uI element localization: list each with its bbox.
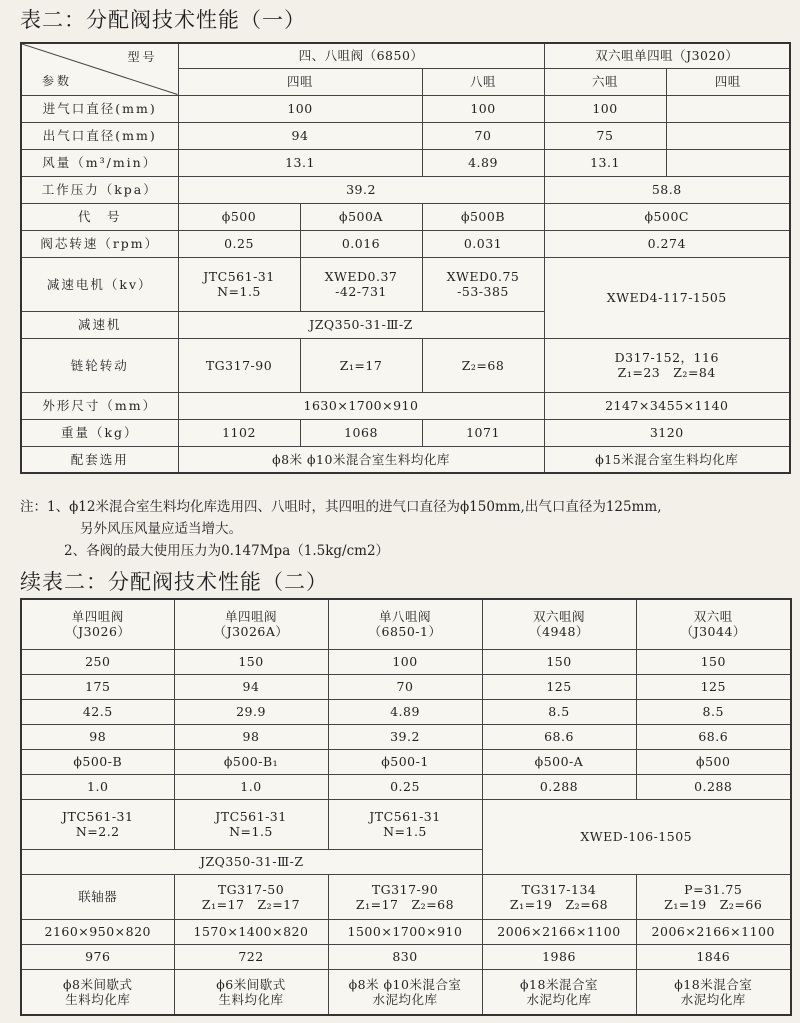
cell xyxy=(666,95,790,122)
cell: 1.0 xyxy=(21,774,174,799)
cell: 70 xyxy=(422,122,544,149)
cell: 8.5 xyxy=(636,699,791,724)
table2-title: 续表二：分配阀技术性能（二） xyxy=(20,570,328,594)
cell: 13.1 xyxy=(544,149,666,176)
column-header: 单四咀阀 （J3026） xyxy=(21,599,174,649)
corner-header-cell xyxy=(21,43,178,95)
cell: 29.9 xyxy=(174,699,328,724)
table-row xyxy=(21,969,791,1015)
sub-header-6: 六咀 xyxy=(544,68,666,95)
cell: ϕ500B xyxy=(422,203,544,230)
corner-model-label: 型号 xyxy=(127,50,158,64)
row-label: 链轮转动 xyxy=(21,338,178,392)
cell: JZQ350-31-Ⅲ-Z xyxy=(178,311,544,338)
table-row xyxy=(21,338,790,392)
cell: 150 xyxy=(636,649,791,674)
table-row xyxy=(21,724,791,749)
cell: XWED0.75 -53-385 xyxy=(422,257,544,311)
cell xyxy=(666,149,790,176)
cell: TG317-90 xyxy=(178,338,300,392)
cell: 39.2 xyxy=(178,176,544,203)
cell: 100 xyxy=(544,95,666,122)
table-row xyxy=(21,774,791,799)
table-row xyxy=(21,919,791,944)
table-row xyxy=(21,419,790,446)
cell: ϕ15米混合室生料均化库 xyxy=(544,446,790,473)
corner-param-label: 参数 xyxy=(42,74,73,89)
column-header: 单四咀阀 （J3026A） xyxy=(174,599,328,649)
cell: ϕ18米混合室 水泥均化库 xyxy=(636,969,791,1015)
cell: TG317-50 Z₁=17 Z₂=17 xyxy=(174,874,328,919)
cell: 1630×1700×910 xyxy=(178,392,544,419)
cell: 2160×950×820 xyxy=(21,919,174,944)
cell: ϕ500A xyxy=(300,203,422,230)
cell: 100 xyxy=(422,95,544,122)
cell: 0.288 xyxy=(636,774,791,799)
cell: 1102 xyxy=(178,419,300,446)
cell: 联轴器 xyxy=(21,874,174,919)
cell: 2147×3455×1140 xyxy=(544,392,790,419)
cell: 1071 xyxy=(422,419,544,446)
cell: Z₁=17 xyxy=(300,338,422,392)
group-header-j3020: 双六咀单四咀（J3020） xyxy=(544,43,790,68)
cell: 0.016 xyxy=(300,230,422,257)
cell: 1570×1400×820 xyxy=(174,919,328,944)
cell: 68.6 xyxy=(636,724,791,749)
cell: 75 xyxy=(544,122,666,149)
cell: 0.031 xyxy=(422,230,544,257)
table-row xyxy=(21,699,791,724)
cell: D317-152，116 Z₁=23 Z₂=84 xyxy=(544,338,790,392)
cell: XWED0.37 -42-731 xyxy=(300,257,422,311)
table-row xyxy=(21,446,790,473)
table-notes xyxy=(20,496,795,562)
cell: P=31.75 Z₁=19 Z₂=66 xyxy=(636,874,791,919)
cell: TG317-90 Z₁=17 Z₂=68 xyxy=(328,874,482,919)
cell: 0.25 xyxy=(328,774,482,799)
table-row xyxy=(21,392,790,419)
cell: 68.6 xyxy=(482,724,636,749)
cell: 1500×1700×910 xyxy=(328,919,482,944)
cell: JTC561-31 N=1.5 xyxy=(174,799,328,849)
cell: XWED-106-1505 xyxy=(482,799,791,874)
table1-title: 表二：分配阀技术性能（一） xyxy=(20,8,306,32)
cell: 8.5 xyxy=(482,699,636,724)
note-line-2: 另外风压风量应适当增大。 xyxy=(80,521,242,537)
cell: 150 xyxy=(174,649,328,674)
table-row xyxy=(21,649,791,674)
cell: ϕ500-B xyxy=(21,749,174,774)
sub-header-4b: 四咀 xyxy=(666,68,790,95)
table-row xyxy=(21,674,791,699)
cell: 100 xyxy=(328,649,482,674)
cell: 39.2 xyxy=(328,724,482,749)
table-row xyxy=(21,176,790,203)
table-row xyxy=(21,149,790,176)
row-label: 外形尺寸（mm） xyxy=(21,392,178,419)
table-row xyxy=(21,203,790,230)
cell: 100 xyxy=(178,95,422,122)
cell: ϕ8米 ϕ10米混合室生料均化库 xyxy=(178,446,544,473)
cell: 150 xyxy=(482,649,636,674)
column-header: 双六咀 （J3044） xyxy=(636,599,791,649)
cell: ϕ500C xyxy=(544,203,790,230)
column-header: 双六咀阀 （4948） xyxy=(482,599,636,649)
cell: JTC561-31 N=1.5 xyxy=(328,799,482,849)
cell xyxy=(666,122,790,149)
cell: 830 xyxy=(328,944,482,969)
cell: 125 xyxy=(636,674,791,699)
row-label: 减速机 xyxy=(21,311,178,338)
cell: JTC561-31 N=2.2 xyxy=(21,799,174,849)
cell: ϕ8米 ϕ10米混合室 水泥均化库 xyxy=(328,969,482,1015)
cell: 4.89 xyxy=(422,149,544,176)
row-label: 风量（m³/min） xyxy=(21,149,178,176)
group-header-6850: 四、八咀阀（6850） xyxy=(178,43,544,68)
row-label: 配套选用 xyxy=(21,446,178,473)
cell: 0.274 xyxy=(544,230,790,257)
row-label: 阀芯转速（rpm） xyxy=(21,230,178,257)
table1-valve-performance xyxy=(20,42,791,474)
cell: ϕ8米间歇式 生料均化库 xyxy=(21,969,174,1015)
table-row xyxy=(21,799,791,849)
cell: ϕ500-B₁ xyxy=(174,749,328,774)
cell: ϕ6米间歇式 生料均化库 xyxy=(174,969,328,1015)
row-label: 重量（kg） xyxy=(21,419,178,446)
table-row xyxy=(21,944,791,969)
table-row xyxy=(21,95,790,122)
sub-header-8: 八咀 xyxy=(422,68,544,95)
row-label: 代 号 xyxy=(21,203,178,230)
row-label: 减速电机（kv） xyxy=(21,257,178,311)
cell: 94 xyxy=(174,674,328,699)
cell: 1068 xyxy=(300,419,422,446)
cell: 1986 xyxy=(482,944,636,969)
table-row xyxy=(21,257,790,311)
table-row xyxy=(21,874,791,919)
note-line-3: 2、各阀的最大使用压力为0.147Mpa（1.5kg/cm2） xyxy=(64,543,390,559)
cell: 1.0 xyxy=(174,774,328,799)
cell: 94 xyxy=(178,122,422,149)
row-label: 出气口直径(mm) xyxy=(21,122,178,149)
cell: 2006×2166×1100 xyxy=(636,919,791,944)
cell: ϕ500 xyxy=(178,203,300,230)
cell: 58.8 xyxy=(544,176,790,203)
cell: 125 xyxy=(482,674,636,699)
cell: ϕ500-1 xyxy=(328,749,482,774)
table2-valve-performance xyxy=(20,598,792,1016)
cell: ϕ18米混合室 水泥均化库 xyxy=(482,969,636,1015)
cell: 98 xyxy=(21,724,174,749)
cell: 4.89 xyxy=(328,699,482,724)
cell: 3120 xyxy=(544,419,790,446)
sub-header-4: 四咀 xyxy=(178,68,422,95)
cell: 722 xyxy=(174,944,328,969)
table-row xyxy=(21,749,791,774)
cell: ϕ500 xyxy=(636,749,791,774)
cell: 42.5 xyxy=(21,699,174,724)
cell: ϕ500-A xyxy=(482,749,636,774)
cell: 175 xyxy=(21,674,174,699)
cell: JZQ350-31-Ⅲ-Z xyxy=(21,849,482,874)
cell: 1846 xyxy=(636,944,791,969)
column-header: 单八咀阀 （6850-1） xyxy=(328,599,482,649)
cell: 70 xyxy=(328,674,482,699)
cell: TG317-134 Z₁=19 Z₂=68 xyxy=(482,874,636,919)
table-row xyxy=(21,122,790,149)
cell: 976 xyxy=(21,944,174,969)
cell: 0.288 xyxy=(482,774,636,799)
cell: XWED4-117-1505 xyxy=(544,257,790,338)
cell: 250 xyxy=(21,649,174,674)
note-line-1: 注：1、ϕ12米混合室生料均化库选用四、八咀时，其四咀的进气口直径为ϕ150mm,出气口直径为125mm, xyxy=(20,499,662,515)
cell: 2006×2166×1100 xyxy=(482,919,636,944)
cell: JTC561-31 N=1.5 xyxy=(178,257,300,311)
table-row xyxy=(21,230,790,257)
cell: 98 xyxy=(174,724,328,749)
cell: Z₂=68 xyxy=(422,338,544,392)
row-label: 工作压力（kpa） xyxy=(21,176,178,203)
header-row xyxy=(21,599,791,649)
cell: 13.1 xyxy=(178,149,422,176)
row-label: 进气口直径(mm) xyxy=(21,95,178,122)
cell: 0.25 xyxy=(178,230,300,257)
